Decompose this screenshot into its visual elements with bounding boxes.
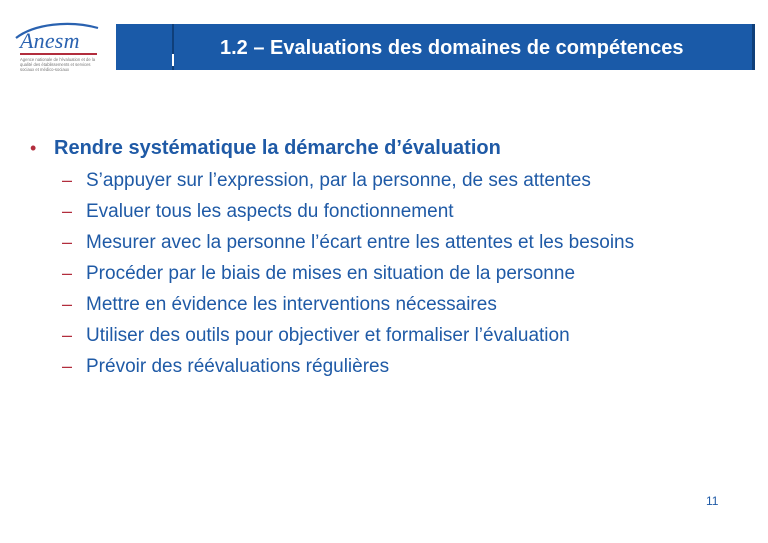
dash-icon: – xyxy=(62,170,73,190)
list-item xyxy=(30,165,750,196)
bullet-icon: • xyxy=(30,138,37,158)
list-item xyxy=(30,227,750,258)
dash-icon: – xyxy=(62,263,73,283)
logo-rule xyxy=(20,53,97,55)
sub-bullet-list xyxy=(30,165,750,382)
header-band xyxy=(116,24,755,70)
dash-icon: – xyxy=(62,201,73,221)
list-item-text: Prévoir des réévaluations régulières xyxy=(86,356,390,377)
page-number: 11 xyxy=(706,494,719,508)
logo-wordmark: Anesm xyxy=(20,28,80,53)
logo-tagline: Agence nationale de l'évaluation et de la qualité des établissements et services sociaux et médico-sociaux xyxy=(20,57,96,73)
main-bullet xyxy=(30,133,750,163)
list-item xyxy=(30,289,750,320)
list-item xyxy=(30,196,750,227)
main-bullet-heading: Rendre systématique la démarche d’évaluation xyxy=(54,137,501,159)
list-item-text: Evaluer tous les aspects du fonctionnement xyxy=(86,201,454,222)
dash-icon: – xyxy=(62,325,73,345)
dash-icon: – xyxy=(62,294,73,314)
list-item-text: Mettre en évidence les interventions nécessaires xyxy=(86,294,497,315)
list-item-text: S’appuyer sur l’expression, par la personne, de ses attentes xyxy=(86,170,591,191)
dash-icon: – xyxy=(62,356,73,376)
dash-icon: – xyxy=(62,232,73,252)
list-item xyxy=(30,258,750,289)
slide-content xyxy=(30,133,750,382)
list-item-text: Mesurer avec la personne l’écart entre les attentes et les besoins xyxy=(86,232,635,253)
list-item-text: Procéder par le biais de mises en situation de la personne xyxy=(86,263,576,284)
anesm-logo xyxy=(10,22,102,80)
slide-title: 1.2 – Evaluations des domaines de compétences xyxy=(220,37,684,59)
list-item xyxy=(30,351,750,382)
list-item xyxy=(30,320,750,351)
header-divider-mark xyxy=(172,54,174,66)
list-item-text: Utiliser des outils pour objectiver et formaliser l’évaluation xyxy=(86,325,570,346)
